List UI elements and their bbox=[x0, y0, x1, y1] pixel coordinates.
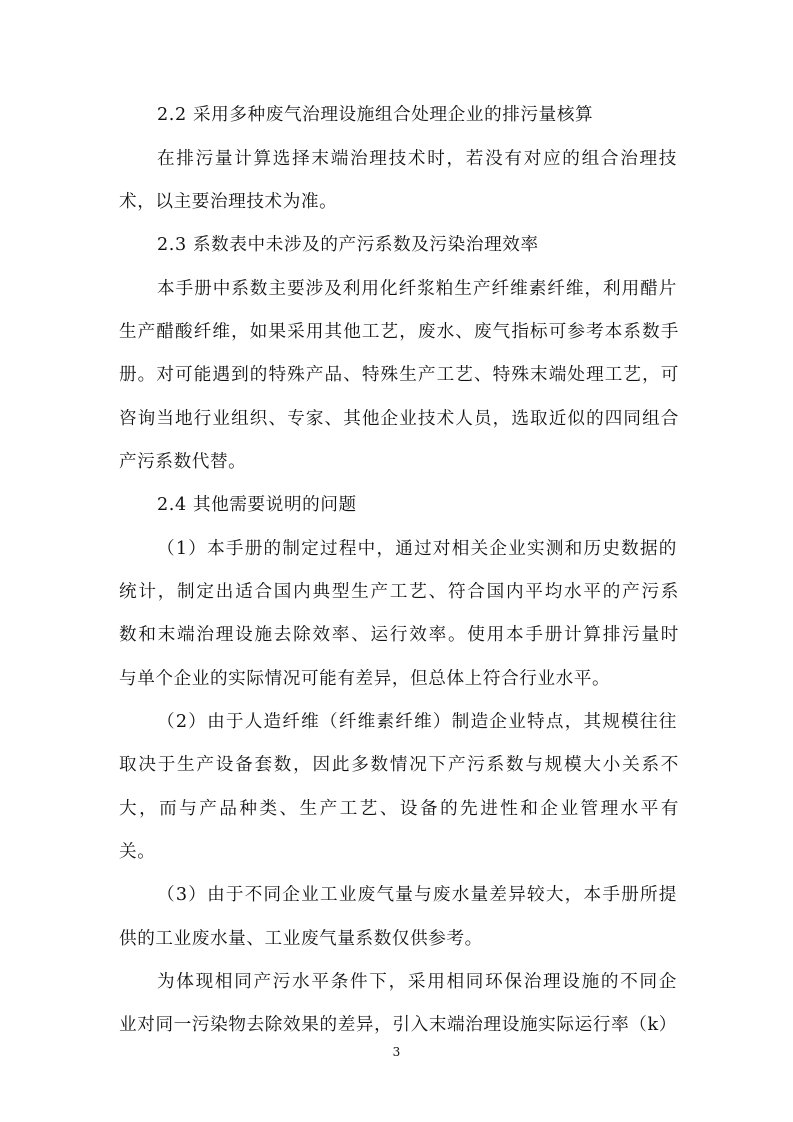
paragraph-line: 统计，制定出适合国内典型生产工艺、符合国内平均水平的产污系 bbox=[119, 582, 679, 602]
paragraph-line: 供的工业废水量、工业废气量系数仅供参考。 bbox=[119, 929, 483, 949]
paragraph-line: 产污系数代替。 bbox=[119, 452, 247, 472]
paragraph-line: 在排污量计算选择末端治理技术时，若没有对应的组合治理技 bbox=[157, 149, 677, 169]
paragraph-line: （3）由于不同企业工业废气量与废水量差异较大，本手册所提 bbox=[157, 885, 677, 905]
section-heading-2-2: 2.2 采用多种废气治理设施组合处理企业的排污量核算 bbox=[157, 105, 594, 125]
paragraph-line: 生产醋酸纤维，如果采用其他工艺，废水、废气指标可参考本系数手 bbox=[119, 322, 679, 342]
section-heading-2-4: 2.4 其他需要说明的问题 bbox=[157, 495, 357, 515]
paragraph-line: 册。对可能遇到的特殊产品、特殊生产工艺、特殊末端处理工艺，可 bbox=[119, 365, 679, 385]
paragraph-line: 数和末端治理设施去除效率、运行效率。使用本手册计算排污量时 bbox=[119, 625, 679, 645]
paragraph-line: 大，而与产品种类、生产工艺、设备的先进性和企业管理水平有 bbox=[119, 799, 679, 819]
paragraph-line: 与单个企业的实际情况可能有差异，但总体上符合行业水平。 bbox=[119, 669, 611, 689]
paragraph-line: 取决于生产设备套数，因此多数情况下产污系数与规模大小关系不 bbox=[119, 755, 679, 775]
paragraph-line: 咨询当地行业组织、专家、其他企业技术人员，选取近似的四同组合 bbox=[119, 409, 679, 429]
paragraph-line: （2）由于人造纤维（纤维素纤维）制造企业特点，其规模往往 bbox=[157, 712, 677, 732]
paragraph-line: 业对同一污染物去除效果的差异，引入末端治理设施实际运行率（k） bbox=[119, 1015, 677, 1035]
paragraph-line: 关。 bbox=[119, 842, 156, 862]
page-number: 3 bbox=[392, 1045, 401, 1059]
section-heading-2-3: 2.3 系数表中未涉及的产污系数及污染治理效率 bbox=[157, 235, 539, 255]
paragraph-line: 术，以主要治理技术为准。 bbox=[119, 192, 338, 212]
paragraph-line: （1）本手册的制定过程中，通过对相关企业实测和历史数据的 bbox=[157, 539, 677, 559]
paragraph-line: 本手册中系数主要涉及利用化纤浆粕生产纤维素纤维，利用醋片 bbox=[157, 279, 677, 299]
paragraph-line: 为体现相同产污水平条件下，采用相同环保治理设施的不同企 bbox=[157, 972, 677, 992]
